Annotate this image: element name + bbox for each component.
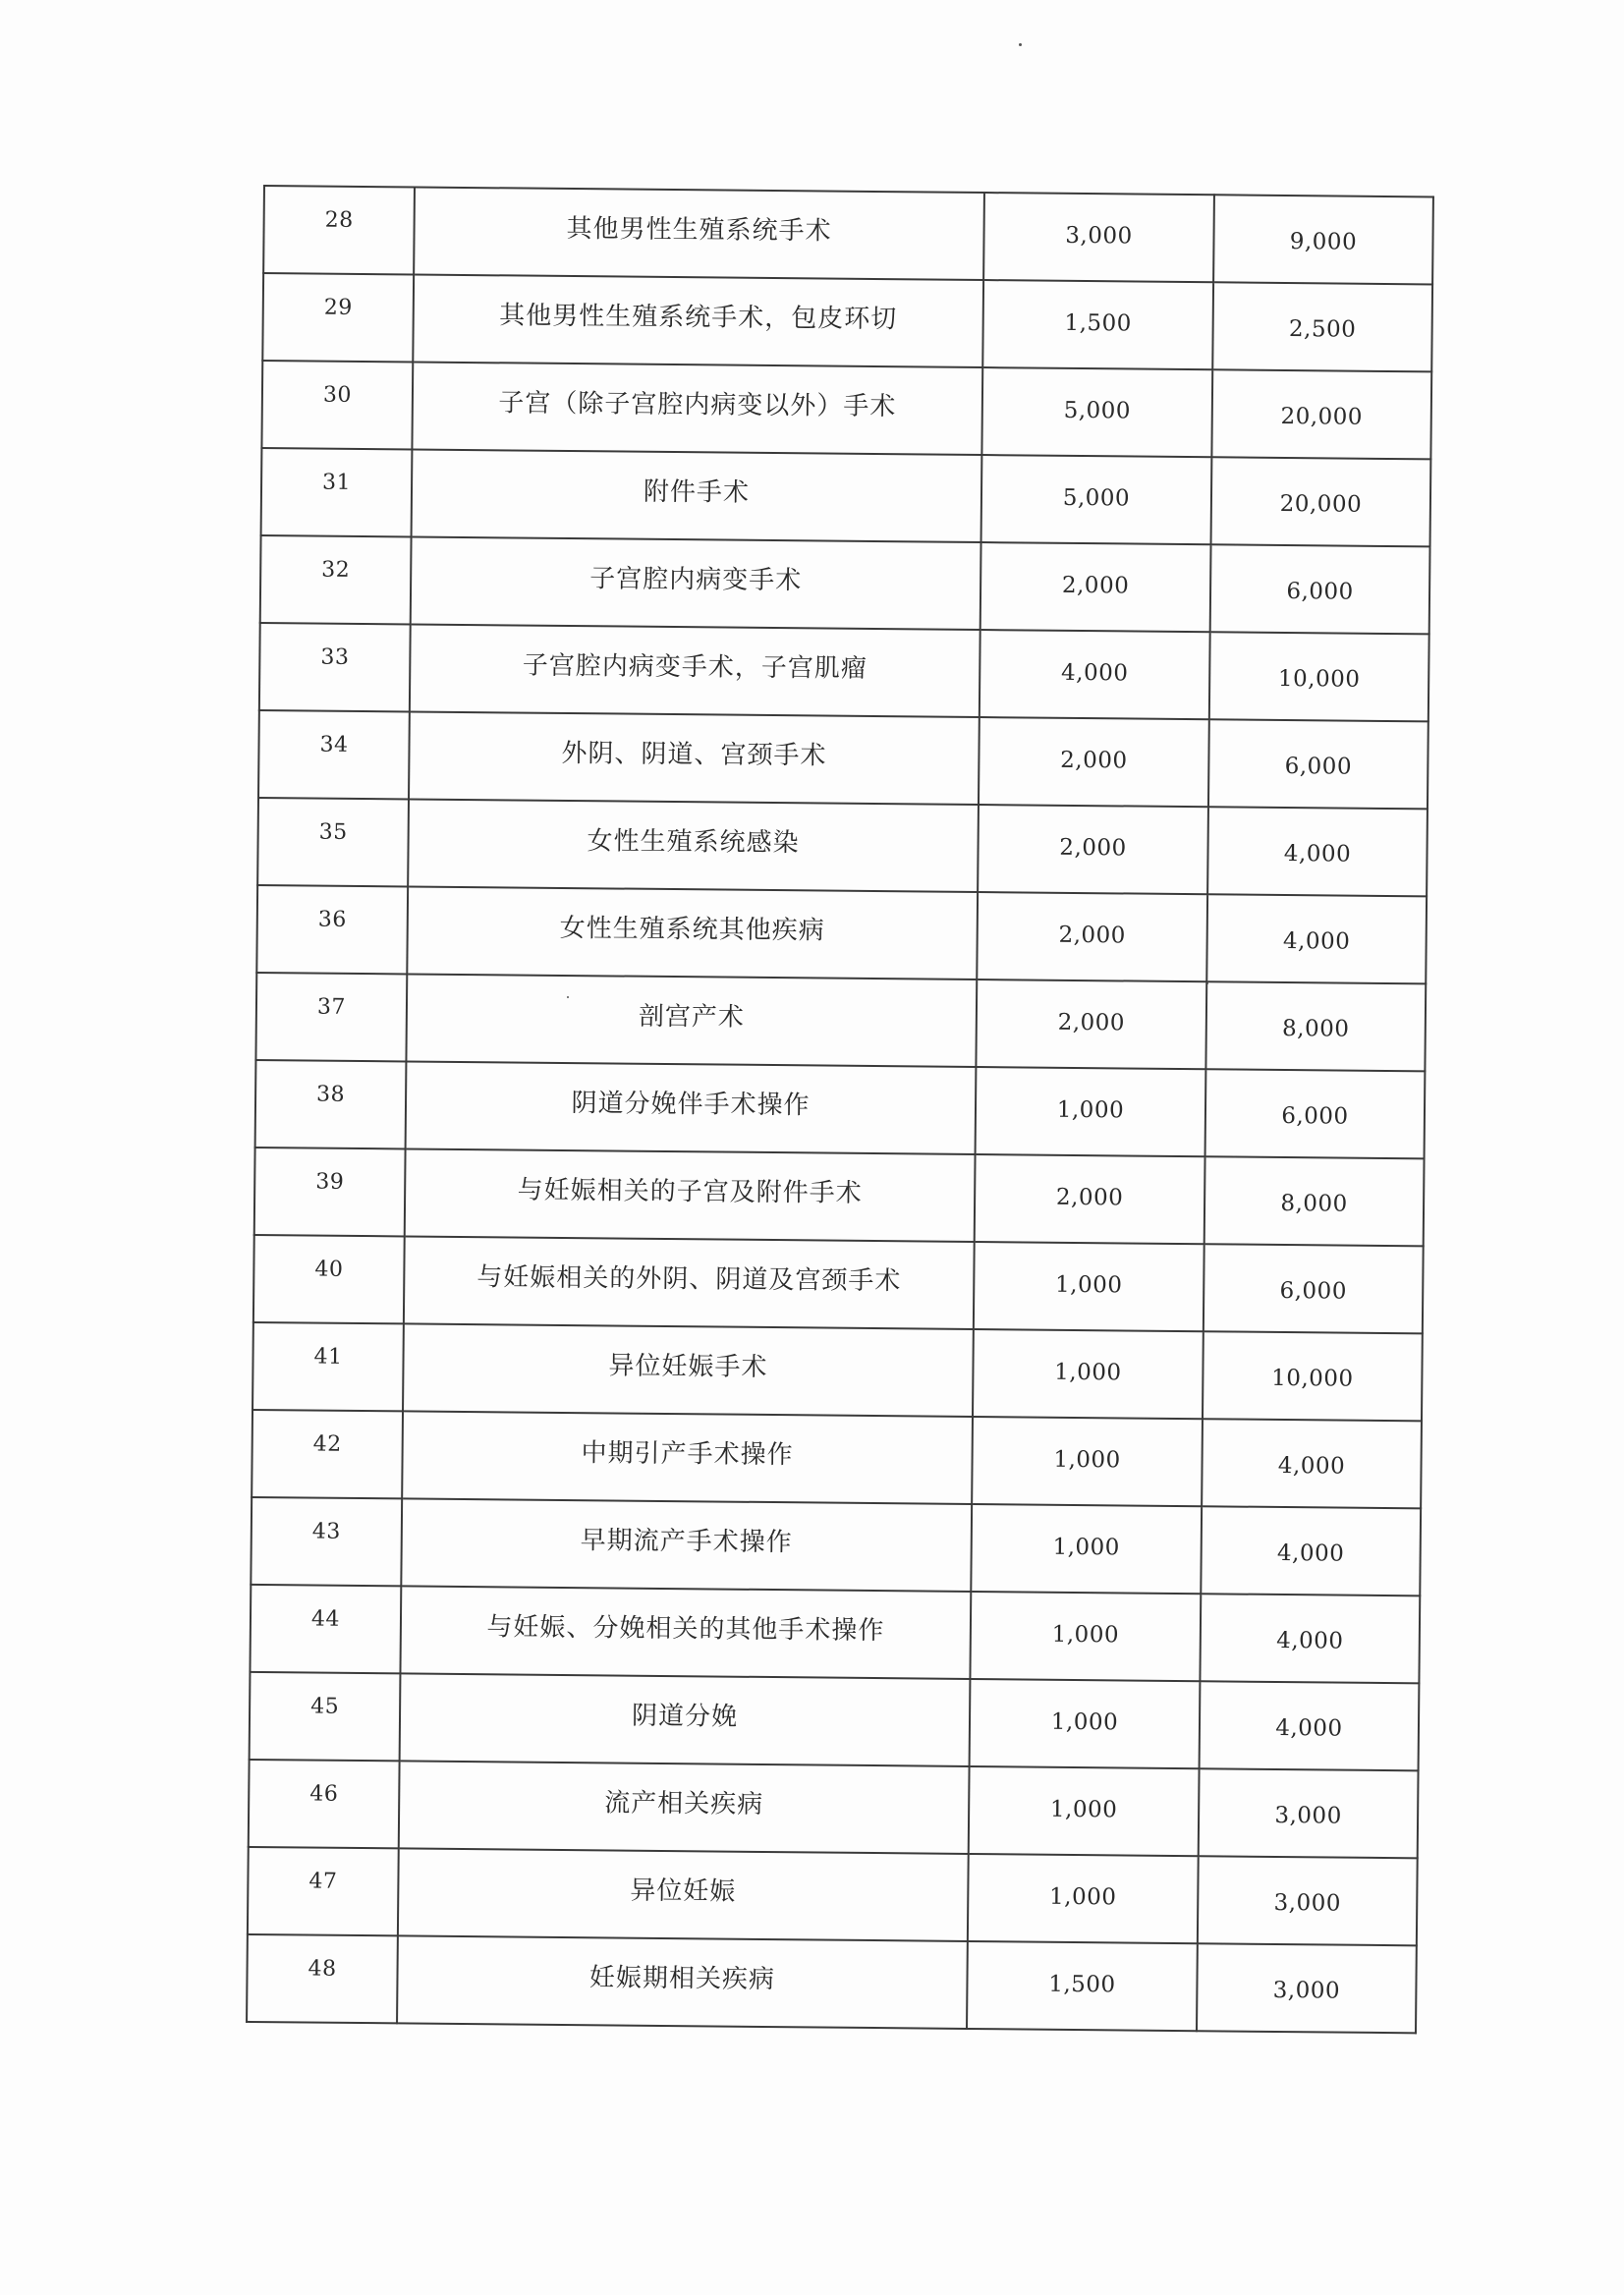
row-number-cell: [261, 448, 413, 536]
row-number: 42: [312, 1431, 342, 1457]
min-amount: 1,000: [1050, 1708, 1119, 1735]
item-name: 其他男性生殖系统手术: [566, 213, 832, 247]
max-amount-cell: [1205, 1069, 1426, 1158]
min-amount: 1,000: [1053, 1446, 1121, 1473]
row-number: 48: [308, 1956, 337, 1982]
item-name-cell: [403, 1323, 974, 1417]
row-number-cell: [247, 1934, 398, 2023]
max-amount: 20,000: [1280, 403, 1364, 430]
row-number-cell: [262, 273, 414, 362]
max-amount-cell: [1200, 1681, 1420, 1770]
row-number: 38: [315, 1082, 346, 1107]
table-row: [260, 535, 1430, 634]
min-amount-cell: [983, 193, 1214, 282]
row-number: 40: [314, 1257, 344, 1282]
row-number: 32: [321, 557, 351, 583]
table-row: [259, 623, 1429, 721]
max-amount: 6,000: [1286, 578, 1354, 605]
max-amount-cell: [1197, 1943, 1417, 2033]
min-amount-cell: [974, 1242, 1204, 1331]
min-amount: 1,500: [1064, 309, 1132, 336]
item-name-cell: [398, 1848, 969, 1941]
item-name-cell: [400, 1586, 971, 1679]
row-number: 30: [322, 382, 353, 408]
max-amount: 4,000: [1282, 927, 1351, 955]
table-row: [254, 1148, 1425, 1246]
table-row: [255, 973, 1426, 1071]
min-amount: 1,000: [1054, 1271, 1123, 1298]
min-amount-cell: [976, 1067, 1206, 1156]
table-row: [253, 1235, 1424, 1333]
fee-table: [246, 185, 1434, 2034]
item-name-cell: [401, 1498, 972, 1592]
min-amount-cell: [976, 980, 1206, 1069]
max-amount-cell: [1210, 544, 1430, 634]
item-name: 子宫（除子宫腔内病变以外）手术: [498, 388, 897, 422]
min-amount-cell: [972, 1417, 1203, 1506]
table-container: [246, 185, 1432, 2034]
min-amount: 2,000: [1058, 922, 1127, 948]
row-number: 33: [320, 644, 350, 670]
max-amount-cell: [1205, 981, 1426, 1071]
min-amount: 2,000: [1060, 747, 1128, 773]
max-amount: 4,000: [1283, 840, 1352, 868]
table-row: [256, 885, 1427, 983]
max-amount: 2,500: [1288, 315, 1357, 343]
max-amount: 6,000: [1279, 1277, 1348, 1305]
min-amount-cell: [979, 717, 1209, 807]
item-name-cell: [400, 1673, 971, 1766]
row-number-cell: [258, 710, 410, 799]
max-amount: 4,000: [1277, 1452, 1346, 1480]
row-number-cell: [254, 1148, 406, 1236]
min-amount-cell: [969, 1766, 1200, 1856]
max-amount-cell: [1199, 1768, 1419, 1858]
row-number: 46: [309, 1781, 339, 1807]
table-row: [250, 1672, 1420, 1770]
row-number: 47: [308, 1869, 338, 1894]
min-amount-cell: [977, 892, 1207, 981]
row-number-cell: [251, 1497, 402, 1586]
max-amount-cell: [1211, 369, 1431, 459]
row-number-cell: [255, 1060, 407, 1148]
max-amount-cell: [1203, 1331, 1423, 1421]
min-amount: 2,000: [1057, 1009, 1126, 1036]
max-amount: 6,000: [1281, 1102, 1349, 1130]
max-amount: 8,000: [1281, 1015, 1350, 1042]
min-amount-cell: [967, 1941, 1198, 2031]
row-number: 39: [315, 1169, 345, 1195]
item-name: 阴道分娩: [631, 1701, 739, 1732]
item-name: 与妊娠相关的外阴、阴道及宫颈手术: [476, 1262, 902, 1297]
max-amount-cell: [1213, 195, 1433, 284]
table-row: [262, 273, 1432, 371]
min-amount: 5,000: [1063, 397, 1132, 423]
max-amount: 10,000: [1271, 1365, 1354, 1392]
min-amount: 1,000: [1049, 1796, 1118, 1822]
max-amount-cell: [1200, 1594, 1420, 1683]
min-amount: 1,000: [1049, 1883, 1117, 1910]
item-name-cell: [412, 362, 982, 455]
min-amount-cell: [981, 455, 1212, 544]
row-number-cell: [255, 973, 407, 1061]
max-amount: 6,000: [1284, 753, 1353, 780]
row-number: 34: [319, 732, 349, 757]
item-name: 其他男性生殖系统手术，包皮环切: [499, 301, 898, 335]
min-amount: 2,000: [1061, 572, 1130, 598]
item-name-cell: [412, 449, 982, 542]
row-number: 44: [310, 1606, 341, 1632]
item-name: 流产相关疾病: [604, 1788, 764, 1819]
table-row: [250, 1585, 1420, 1683]
table-row: [257, 798, 1428, 896]
max-amount-cell: [1211, 457, 1431, 546]
item-name-cell: [413, 274, 983, 367]
row-number-cell: [259, 623, 411, 711]
row-number: 45: [310, 1694, 340, 1719]
max-amount: 3,000: [1273, 1889, 1342, 1917]
min-amount: 2,000: [1059, 834, 1127, 861]
item-name: 外阴、阴道、宫颈手术: [561, 738, 827, 771]
table-row: [247, 1934, 1417, 2033]
item-name: 阴道分娩伴手术操作: [571, 1089, 811, 1121]
item-name: 与妊娠、分娩相关的其他手术操作: [486, 1612, 885, 1647]
row-number-cell: [263, 186, 415, 274]
table-row: [252, 1410, 1422, 1508]
table-row: [255, 1060, 1426, 1158]
scan-speck: [1019, 43, 1022, 46]
min-amount-cell: [971, 1504, 1202, 1594]
item-name-cell: [406, 974, 977, 1067]
min-amount-cell: [978, 805, 1208, 894]
row-number-cell: [248, 1847, 399, 1935]
min-amount-cell: [970, 1592, 1201, 1681]
min-amount: 5,000: [1062, 484, 1131, 511]
item-name: 与妊娠相关的子宫及附件手术: [517, 1175, 863, 1208]
item-name-cell: [405, 1148, 976, 1242]
max-amount-cell: [1204, 1244, 1424, 1333]
item-name-cell: [409, 711, 980, 805]
max-amount: 8,000: [1280, 1190, 1348, 1217]
item-name-cell: [414, 187, 984, 280]
item-name-cell: [404, 1236, 975, 1329]
min-amount: 2,000: [1055, 1184, 1124, 1210]
row-number: 43: [311, 1519, 341, 1544]
min-amount: 1,000: [1056, 1096, 1125, 1123]
table-row: [248, 1847, 1418, 1945]
max-amount-cell: [1207, 807, 1428, 896]
min-amount-cell: [980, 542, 1211, 632]
max-amount-cell: [1209, 632, 1429, 721]
row-number-cell: [250, 1585, 401, 1673]
item-name: 剖宫产术: [638, 1001, 746, 1033]
max-amount-cell: [1208, 719, 1428, 809]
max-amount: 9,000: [1289, 228, 1358, 255]
max-amount: 4,000: [1276, 1627, 1344, 1654]
item-name-cell: [399, 1761, 970, 1854]
min-amount: 1,000: [1051, 1621, 1120, 1648]
table-row: [251, 1497, 1421, 1595]
row-number-cell: [256, 885, 408, 974]
row-number: 28: [324, 207, 354, 233]
min-amount-cell: [970, 1679, 1201, 1768]
table-row: [261, 361, 1431, 459]
row-number: 36: [317, 907, 347, 932]
item-name: 子宫腔内病变手术，子宫肌瘤: [522, 650, 868, 684]
min-amount-cell: [973, 1329, 1204, 1419]
item-name-cell: [406, 1061, 977, 1154]
min-amount: 1,500: [1048, 1971, 1116, 1997]
item-name: 子宫腔内病变手术: [589, 564, 803, 596]
item-name-cell: [410, 624, 980, 717]
min-amount: 3,000: [1065, 222, 1133, 249]
item-name: 中期引产手术操作: [581, 1438, 794, 1471]
item-name-cell: [397, 1935, 968, 2029]
min-amount-cell: [982, 280, 1213, 369]
table-row: [249, 1760, 1419, 1858]
min-amount: 1,000: [1052, 1534, 1121, 1560]
item-name: 早期流产手术操作: [580, 1526, 793, 1558]
min-amount: 1,000: [1054, 1359, 1122, 1385]
row-number: 35: [318, 819, 348, 845]
row-number: 37: [316, 994, 347, 1020]
min-amount: 4,000: [1060, 659, 1129, 686]
row-number: 29: [323, 295, 353, 320]
table-body: [247, 186, 1433, 2033]
min-amount-cell: [968, 1854, 1199, 1943]
min-amount-cell: [980, 630, 1210, 719]
max-amount-cell: [1198, 1856, 1418, 1945]
max-amount: 3,000: [1272, 1977, 1341, 2004]
row-number-cell: [249, 1760, 400, 1848]
max-amount: 4,000: [1275, 1714, 1343, 1742]
min-amount-cell: [975, 1154, 1205, 1244]
table-row: [258, 710, 1428, 809]
row-number-cell: [260, 535, 412, 624]
max-amount: 3,000: [1274, 1802, 1342, 1829]
row-number: 41: [313, 1344, 343, 1370]
max-amount-cell: [1202, 1419, 1422, 1508]
max-amount: 20,000: [1279, 490, 1363, 518]
item-name-cell: [402, 1411, 973, 1504]
item-name-cell: [408, 799, 979, 892]
max-amount: 4,000: [1276, 1539, 1345, 1567]
max-amount: 10,000: [1277, 665, 1361, 693]
row-number-cell: [253, 1235, 405, 1323]
row-number-cell: [250, 1672, 401, 1761]
item-name-cell: [411, 536, 981, 630]
max-amount-cell: [1212, 282, 1432, 371]
item-name: 附件手术: [643, 476, 751, 508]
item-name: 女性生殖系统感染: [587, 826, 800, 859]
table-row: [261, 448, 1431, 546]
row-number-cell: [252, 1322, 404, 1411]
item-name: 女性生殖系统其他疾病: [559, 913, 825, 946]
item-name-cell: [407, 886, 978, 980]
item-name: 异位妊娠手术: [608, 1351, 768, 1382]
item-name: 妊娠期相关疾病: [588, 1963, 776, 1995]
row-number-cell: [261, 361, 413, 449]
min-amount-cell: [981, 367, 1212, 457]
item-name: 异位妊娠: [630, 1875, 737, 1907]
max-amount-cell: [1201, 1506, 1421, 1595]
row-number-cell: [257, 798, 409, 886]
table-row: [263, 186, 1433, 284]
table-row: [252, 1322, 1423, 1421]
max-amount-cell: [1206, 894, 1427, 983]
row-number-cell: [252, 1410, 403, 1498]
max-amount-cell: [1204, 1156, 1425, 1246]
row-number: 31: [321, 470, 352, 495]
